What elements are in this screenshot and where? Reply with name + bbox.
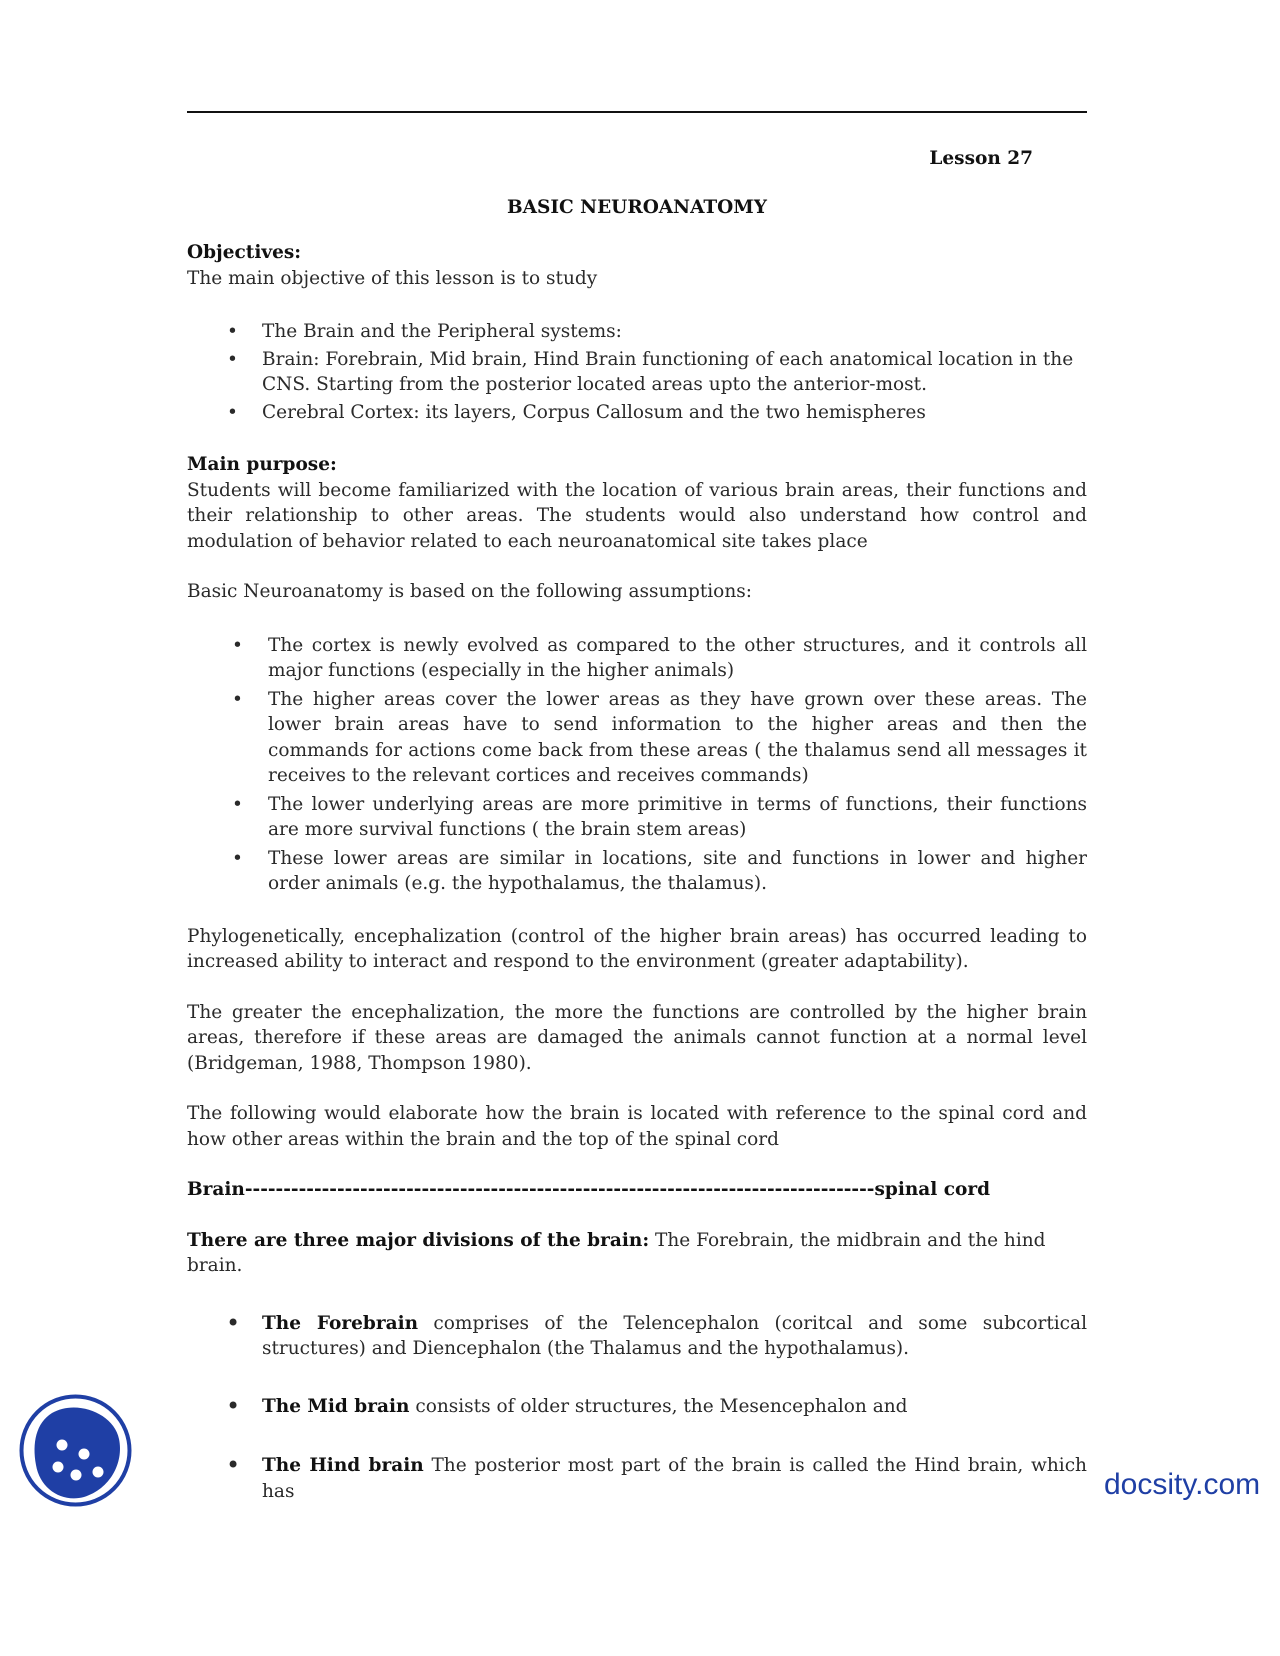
list-item: • The Brain and the Peripheral systems: <box>187 319 1087 345</box>
assumptions-intro: Basic Neuroanatomy is based on the following assumptions: <box>187 581 752 602</box>
list-item: • Cerebral Cortex: its layers, Corpus Callosum and the two hemispheres <box>187 400 1087 426</box>
bullet-icon: • <box>232 793 243 815</box>
list-item: • The higher areas cover the lower areas as they have grown over these areas. The lower brain areas have to send information to the higher areas and then the commands for actions come back from these areas ( the thalamus send all messages it receives to the relevant cortices and receives commands) <box>232 688 1087 786</box>
bullet-icon: • <box>226 1308 241 1337</box>
assumptions-list <box>187 633 1087 897</box>
bullet-icon: • <box>232 847 243 869</box>
list-item: • Brain: Forebrain, Mid brain, Hind Brain functioning of each anatomical location in the CNS. Starting from the posterior located areas upto the anterior-most. <box>227 348 1074 395</box>
list-item: • The cortex is newly evolved as compared to the other structures, and it controls all major functions (especially in the higher animals) <box>232 634 1087 681</box>
docsity-logo-icon <box>18 1393 133 1508</box>
list-item: • The Mid brain consists of older structures, the Mesencephalon and <box>226 1391 908 1420</box>
bullet-icon: • <box>227 321 238 342</box>
list-item: • The lower underlying areas are more primitive in terms of functions, their functions are more survival functions ( the brain stem areas) <box>232 793 1087 840</box>
paragraph-encephalization: Phylogenetically, encephalization (control of the higher brain areas) has occurred leading to increased ability to interact and respond to the environment (greater adaptability). <box>187 925 1087 972</box>
bullet-icon: • <box>226 1451 241 1479</box>
document-body <box>187 146 1087 1504</box>
list-item: • The Hind brain The posterior most part of the brain is called the Hind brain, which has <box>226 1451 1087 1502</box>
bullet-icon: • <box>226 1391 241 1420</box>
list-item: • These lower areas are similar in locations, site and functions in lower and higher order animals (e.g. the hypothalamus, the thalamus). <box>232 847 1087 894</box>
paragraph-greater-encephalization: The greater the encephalization, the more the functions are controlled by the higher brain areas, therefore if these areas are damaged the animals cannot function at a normal level (Bridgeman, 1988, Thompson 1980). <box>187 1001 1087 1074</box>
bullet-icon: • <box>232 634 243 656</box>
list-item: • The Forebrain comprises of the Telencephalon (coritcal and some subcortical structures) and Diencephalon (the Thalamus and the hypothalamus). <box>226 1308 1087 1359</box>
bullet-icon: • <box>232 688 243 710</box>
lesson-number: Lesson 27 <box>929 148 1033 169</box>
main-purpose-heading: Main purpose: <box>187 454 337 475</box>
brain-spinal-cord-line: Brain----------------------------------------------------------------------------------spinal cord <box>187 1179 991 1200</box>
objectives-list <box>187 319 1087 425</box>
main-purpose-text: Students will become familiarized with the location of various brain areas, their functions and their relationship to other areas. The students would also understand how control and modulation of behavior related to each neuroanatomical site takes place <box>187 479 1087 552</box>
paragraph-elaborate: The following would elaborate how the brain is located with reference to the spinal cord and how other areas within the brain and the top of the spinal cord <box>187 1103 1087 1150</box>
objectives-intro: The main objective of this lesson is to study <box>187 267 598 289</box>
docsity-brand-text[interactable]: docsity.com <box>1104 1468 1261 1501</box>
header-rule <box>187 111 1087 113</box>
divisions-list <box>187 1308 1087 1505</box>
page-title: BASIC NEUROANATOMY <box>507 196 767 218</box>
objectives-heading: Objectives: <box>187 242 302 263</box>
bullet-icon: • <box>227 401 238 423</box>
bullet-icon: • <box>227 348 238 370</box>
divisions-intro: There are three major divisions of the brain: The Forebrain, the midbrain and the hind brain. <box>187 1229 1046 1276</box>
